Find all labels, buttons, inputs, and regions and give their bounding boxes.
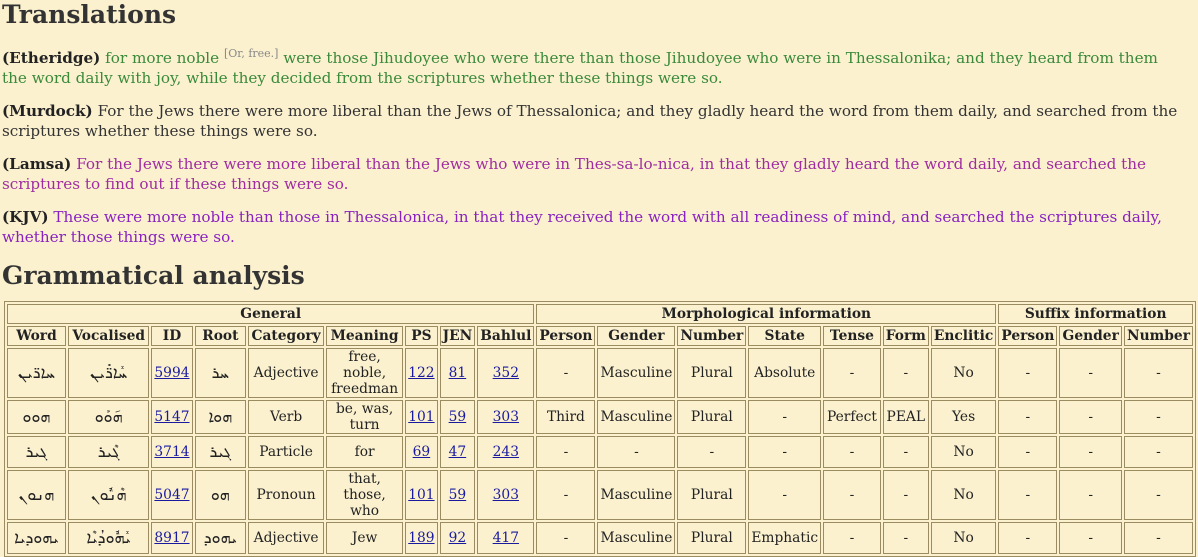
table-row bbox=[7, 348, 1193, 398]
col-enclitic: Enclitic bbox=[931, 326, 996, 346]
gender-cell: Masculine bbox=[597, 470, 675, 520]
translation-text: were those Jihudoyee who were there than those Jihudoyee who were in Thessalonika; and they heard from them the word daily with joy, while they decided from the scriptures whether these things were so. bbox=[2, 49, 1158, 87]
form-cell: - bbox=[883, 348, 929, 398]
bahlul-cell bbox=[477, 522, 534, 554]
bahlul-link[interactable]: 303 bbox=[492, 487, 519, 504]
column-header-row bbox=[7, 326, 1193, 346]
enclitic-cell: No bbox=[931, 436, 996, 468]
col-word: Word bbox=[7, 326, 66, 346]
root-cell: ܗܘ bbox=[195, 470, 247, 520]
person-cell: - bbox=[536, 470, 595, 520]
category-cell: Verb bbox=[248, 400, 324, 434]
state-cell: Emphatic bbox=[748, 522, 821, 554]
id-cell bbox=[151, 470, 192, 520]
table-row bbox=[7, 470, 1193, 520]
suffix-number-cell: - bbox=[1124, 470, 1193, 520]
translation-kjv bbox=[2, 208, 1182, 247]
col-gender: Gender bbox=[597, 326, 675, 346]
translation-source: (Etheridge) bbox=[2, 49, 101, 68]
tense-cell: - bbox=[823, 436, 881, 468]
ps-cell bbox=[405, 436, 437, 468]
ps-link[interactable]: 122 bbox=[408, 365, 435, 382]
jen-link[interactable]: 59 bbox=[448, 409, 467, 426]
translations-heading: Translations bbox=[2, 0, 177, 29]
col-person: Person bbox=[536, 326, 595, 346]
ps-cell bbox=[405, 348, 437, 398]
word-cell: ܗܘܘ bbox=[7, 400, 66, 434]
ps-link[interactable]: 189 bbox=[408, 530, 435, 547]
ps-link[interactable]: 69 bbox=[412, 444, 431, 461]
form-cell: PEAL bbox=[883, 400, 929, 434]
vocalised-cell: ܗܶܢܽܘܢ bbox=[68, 470, 149, 520]
grammatical-analysis-heading: Grammatical analysis bbox=[2, 261, 305, 291]
col-root: Root bbox=[195, 326, 247, 346]
meaning-cell: that, those, who bbox=[326, 470, 403, 520]
state-cell: - bbox=[748, 400, 821, 434]
jen-cell bbox=[440, 522, 476, 554]
enclitic-cell: Yes bbox=[931, 400, 996, 434]
person-cell: - bbox=[536, 436, 595, 468]
group-general: General bbox=[7, 304, 534, 324]
state-cell: Absolute bbox=[748, 348, 821, 398]
number-cell: Plural bbox=[677, 522, 746, 554]
gender-cell: - bbox=[597, 436, 675, 468]
translation-text: These were more noble than those in Thessalonica, in that they received the word with all readiness of mind, and searched the scriptures daily, whether those things were so. bbox=[2, 208, 1162, 246]
bahlul-cell bbox=[477, 400, 534, 434]
id-cell bbox=[151, 348, 192, 398]
enclitic-cell: No bbox=[931, 522, 996, 554]
bahlul-link[interactable]: 417 bbox=[492, 530, 519, 547]
suffix-gender-cell: - bbox=[1059, 470, 1122, 520]
suffix-gender-cell: - bbox=[1059, 436, 1122, 468]
gender-cell: Masculine bbox=[597, 400, 675, 434]
word-cell: ܚܐܪ̈ܝܢ bbox=[7, 348, 66, 398]
ps-cell bbox=[405, 470, 437, 520]
category-cell: Adjective bbox=[248, 522, 324, 554]
suffix-gender-cell: - bbox=[1059, 522, 1122, 554]
id-link[interactable]: 5147 bbox=[154, 409, 190, 426]
suffix-person-cell: - bbox=[998, 400, 1057, 434]
translation-lamsa bbox=[2, 155, 1182, 194]
tense-cell: Perfect bbox=[823, 400, 881, 434]
tense-cell: - bbox=[823, 522, 881, 554]
vocalised-cell: ܓܶܝܪ bbox=[68, 436, 149, 468]
bahlul-cell bbox=[477, 436, 534, 468]
group-header-row bbox=[7, 304, 1193, 324]
meaning-cell: free, noble, freedman bbox=[326, 348, 403, 398]
enclitic-cell: No bbox=[931, 348, 996, 398]
tense-cell: - bbox=[823, 348, 881, 398]
form-cell: - bbox=[883, 436, 929, 468]
id-cell bbox=[151, 522, 192, 554]
suffix-number-cell: - bbox=[1124, 436, 1193, 468]
ps-cell bbox=[405, 400, 437, 434]
word-cell: ܗܢܘܢ bbox=[7, 470, 66, 520]
root-cell: ܚܪ bbox=[195, 348, 247, 398]
ps-link[interactable]: 101 bbox=[408, 487, 435, 504]
ps-link[interactable]: 101 bbox=[408, 409, 435, 426]
word-cell: ܓܝܪ bbox=[7, 436, 66, 468]
category-cell: Particle bbox=[248, 436, 324, 468]
col-ps: PS bbox=[405, 326, 437, 346]
jen-link[interactable]: 59 bbox=[448, 487, 467, 504]
col-form: Form bbox=[883, 326, 929, 346]
number-cell: Plural bbox=[677, 400, 746, 434]
translation-text: For the Jews there were more liberal than the Jews who were in Thes-sa-lo-nica, in that they gladly heard the word daily, and searched the scriptures to find out if these things were so. bbox=[2, 155, 1147, 193]
suffix-gender-cell: - bbox=[1059, 400, 1122, 434]
translation-note: [Or, free.] bbox=[223, 47, 279, 60]
bahlul-link[interactable]: 352 bbox=[492, 365, 519, 382]
state-cell: - bbox=[748, 470, 821, 520]
translation-murdock bbox=[2, 102, 1182, 141]
root-cell: ܓܝܪ bbox=[195, 436, 247, 468]
suffix-gender-cell: - bbox=[1059, 348, 1122, 398]
suffix-person-cell: - bbox=[998, 470, 1057, 520]
table-row bbox=[7, 436, 1193, 468]
meaning-cell: be, was, turn bbox=[326, 400, 403, 434]
suffix-number-cell: - bbox=[1124, 348, 1193, 398]
group-morphological: Morphological information bbox=[536, 304, 996, 324]
col-state: State bbox=[748, 326, 821, 346]
suffix-person-cell: - bbox=[998, 348, 1057, 398]
person-cell: Third bbox=[536, 400, 595, 434]
vocalised-cell: ܚܺܐܪ̈ܺܝܢ bbox=[68, 348, 149, 398]
id-cell bbox=[151, 400, 192, 434]
suffix-person-cell: - bbox=[998, 436, 1057, 468]
person-cell: - bbox=[536, 348, 595, 398]
id-link[interactable]: 5994 bbox=[154, 365, 190, 382]
col-bahlul: Bahlul bbox=[477, 326, 534, 346]
col-suffix-person: Person bbox=[998, 326, 1057, 346]
translation-text: For the Jews there were more liberal than the Jews of Thessalonica; and they gladly heard the word from them daily, and searched from the scriptures whether these things were so. bbox=[2, 102, 1178, 140]
translation-source: (Lamsa) bbox=[2, 155, 72, 174]
table-row bbox=[7, 522, 1193, 554]
root-cell: ܗܘܐ bbox=[195, 400, 247, 434]
bahlul-link[interactable]: 303 bbox=[492, 409, 519, 426]
col-category: Category bbox=[248, 326, 324, 346]
gender-cell: Masculine bbox=[597, 348, 675, 398]
id-cell bbox=[151, 436, 192, 468]
person-cell: - bbox=[536, 522, 595, 554]
col-number: Number bbox=[677, 326, 746, 346]
translation-source: (KJV) bbox=[2, 208, 49, 227]
gender-cell: Masculine bbox=[597, 522, 675, 554]
id-link[interactable]: 5047 bbox=[154, 487, 190, 504]
col-tense: Tense bbox=[823, 326, 881, 346]
translation-etheridge bbox=[2, 44, 1182, 88]
number-cell: - bbox=[677, 436, 746, 468]
col-vocalised: Vocalised bbox=[68, 326, 149, 346]
jen-link[interactable]: 81 bbox=[448, 365, 467, 382]
suffix-number-cell: - bbox=[1124, 400, 1193, 434]
jen-cell bbox=[440, 436, 476, 468]
enclitic-cell: No bbox=[931, 470, 996, 520]
col-jen: JEN bbox=[440, 326, 476, 346]
bahlul-cell bbox=[477, 348, 534, 398]
tense-cell: - bbox=[823, 470, 881, 520]
grammatical-analysis-table bbox=[4, 301, 1196, 557]
id-link[interactable]: 3714 bbox=[154, 444, 190, 461]
vocalised-cell: ܗ݇ܘܰܘ bbox=[68, 400, 149, 434]
category-cell: Pronoun bbox=[248, 470, 324, 520]
meaning-cell: Jew bbox=[326, 522, 403, 554]
suffix-number-cell: - bbox=[1124, 522, 1193, 554]
id-link[interactable]: 8917 bbox=[154, 530, 190, 547]
jen-link[interactable]: 47 bbox=[448, 444, 467, 461]
col-id: ID bbox=[151, 326, 192, 346]
ps-cell bbox=[405, 522, 437, 554]
form-cell: - bbox=[883, 522, 929, 554]
col-suffix-gender: Gender bbox=[1059, 326, 1122, 346]
translation-text: for more noble bbox=[105, 49, 220, 68]
table-row bbox=[7, 400, 1193, 434]
state-cell: - bbox=[748, 436, 821, 468]
root-cell: ܝܗܘܕ bbox=[195, 522, 247, 554]
vocalised-cell: ܝܺܗܽܘܕܳܝܶܐ bbox=[68, 522, 149, 554]
translation-source: (Murdock) bbox=[2, 102, 93, 121]
meaning-cell: for bbox=[326, 436, 403, 468]
word-cell: ܝܗܘܕܝܐ bbox=[7, 522, 66, 554]
jen-cell bbox=[440, 400, 476, 434]
number-cell: Plural bbox=[677, 348, 746, 398]
bahlul-link[interactable]: 243 bbox=[492, 444, 519, 461]
bahlul-cell bbox=[477, 470, 534, 520]
jen-cell bbox=[440, 470, 476, 520]
category-cell: Adjective bbox=[248, 348, 324, 398]
suffix-person-cell: - bbox=[998, 522, 1057, 554]
jen-link[interactable]: 92 bbox=[448, 530, 467, 547]
col-meaning: Meaning bbox=[326, 326, 403, 346]
group-suffix: Suffix information bbox=[998, 304, 1193, 324]
number-cell: Plural bbox=[677, 470, 746, 520]
jen-cell bbox=[440, 348, 476, 398]
form-cell: - bbox=[883, 470, 929, 520]
col-suffix-number: Number bbox=[1124, 326, 1193, 346]
